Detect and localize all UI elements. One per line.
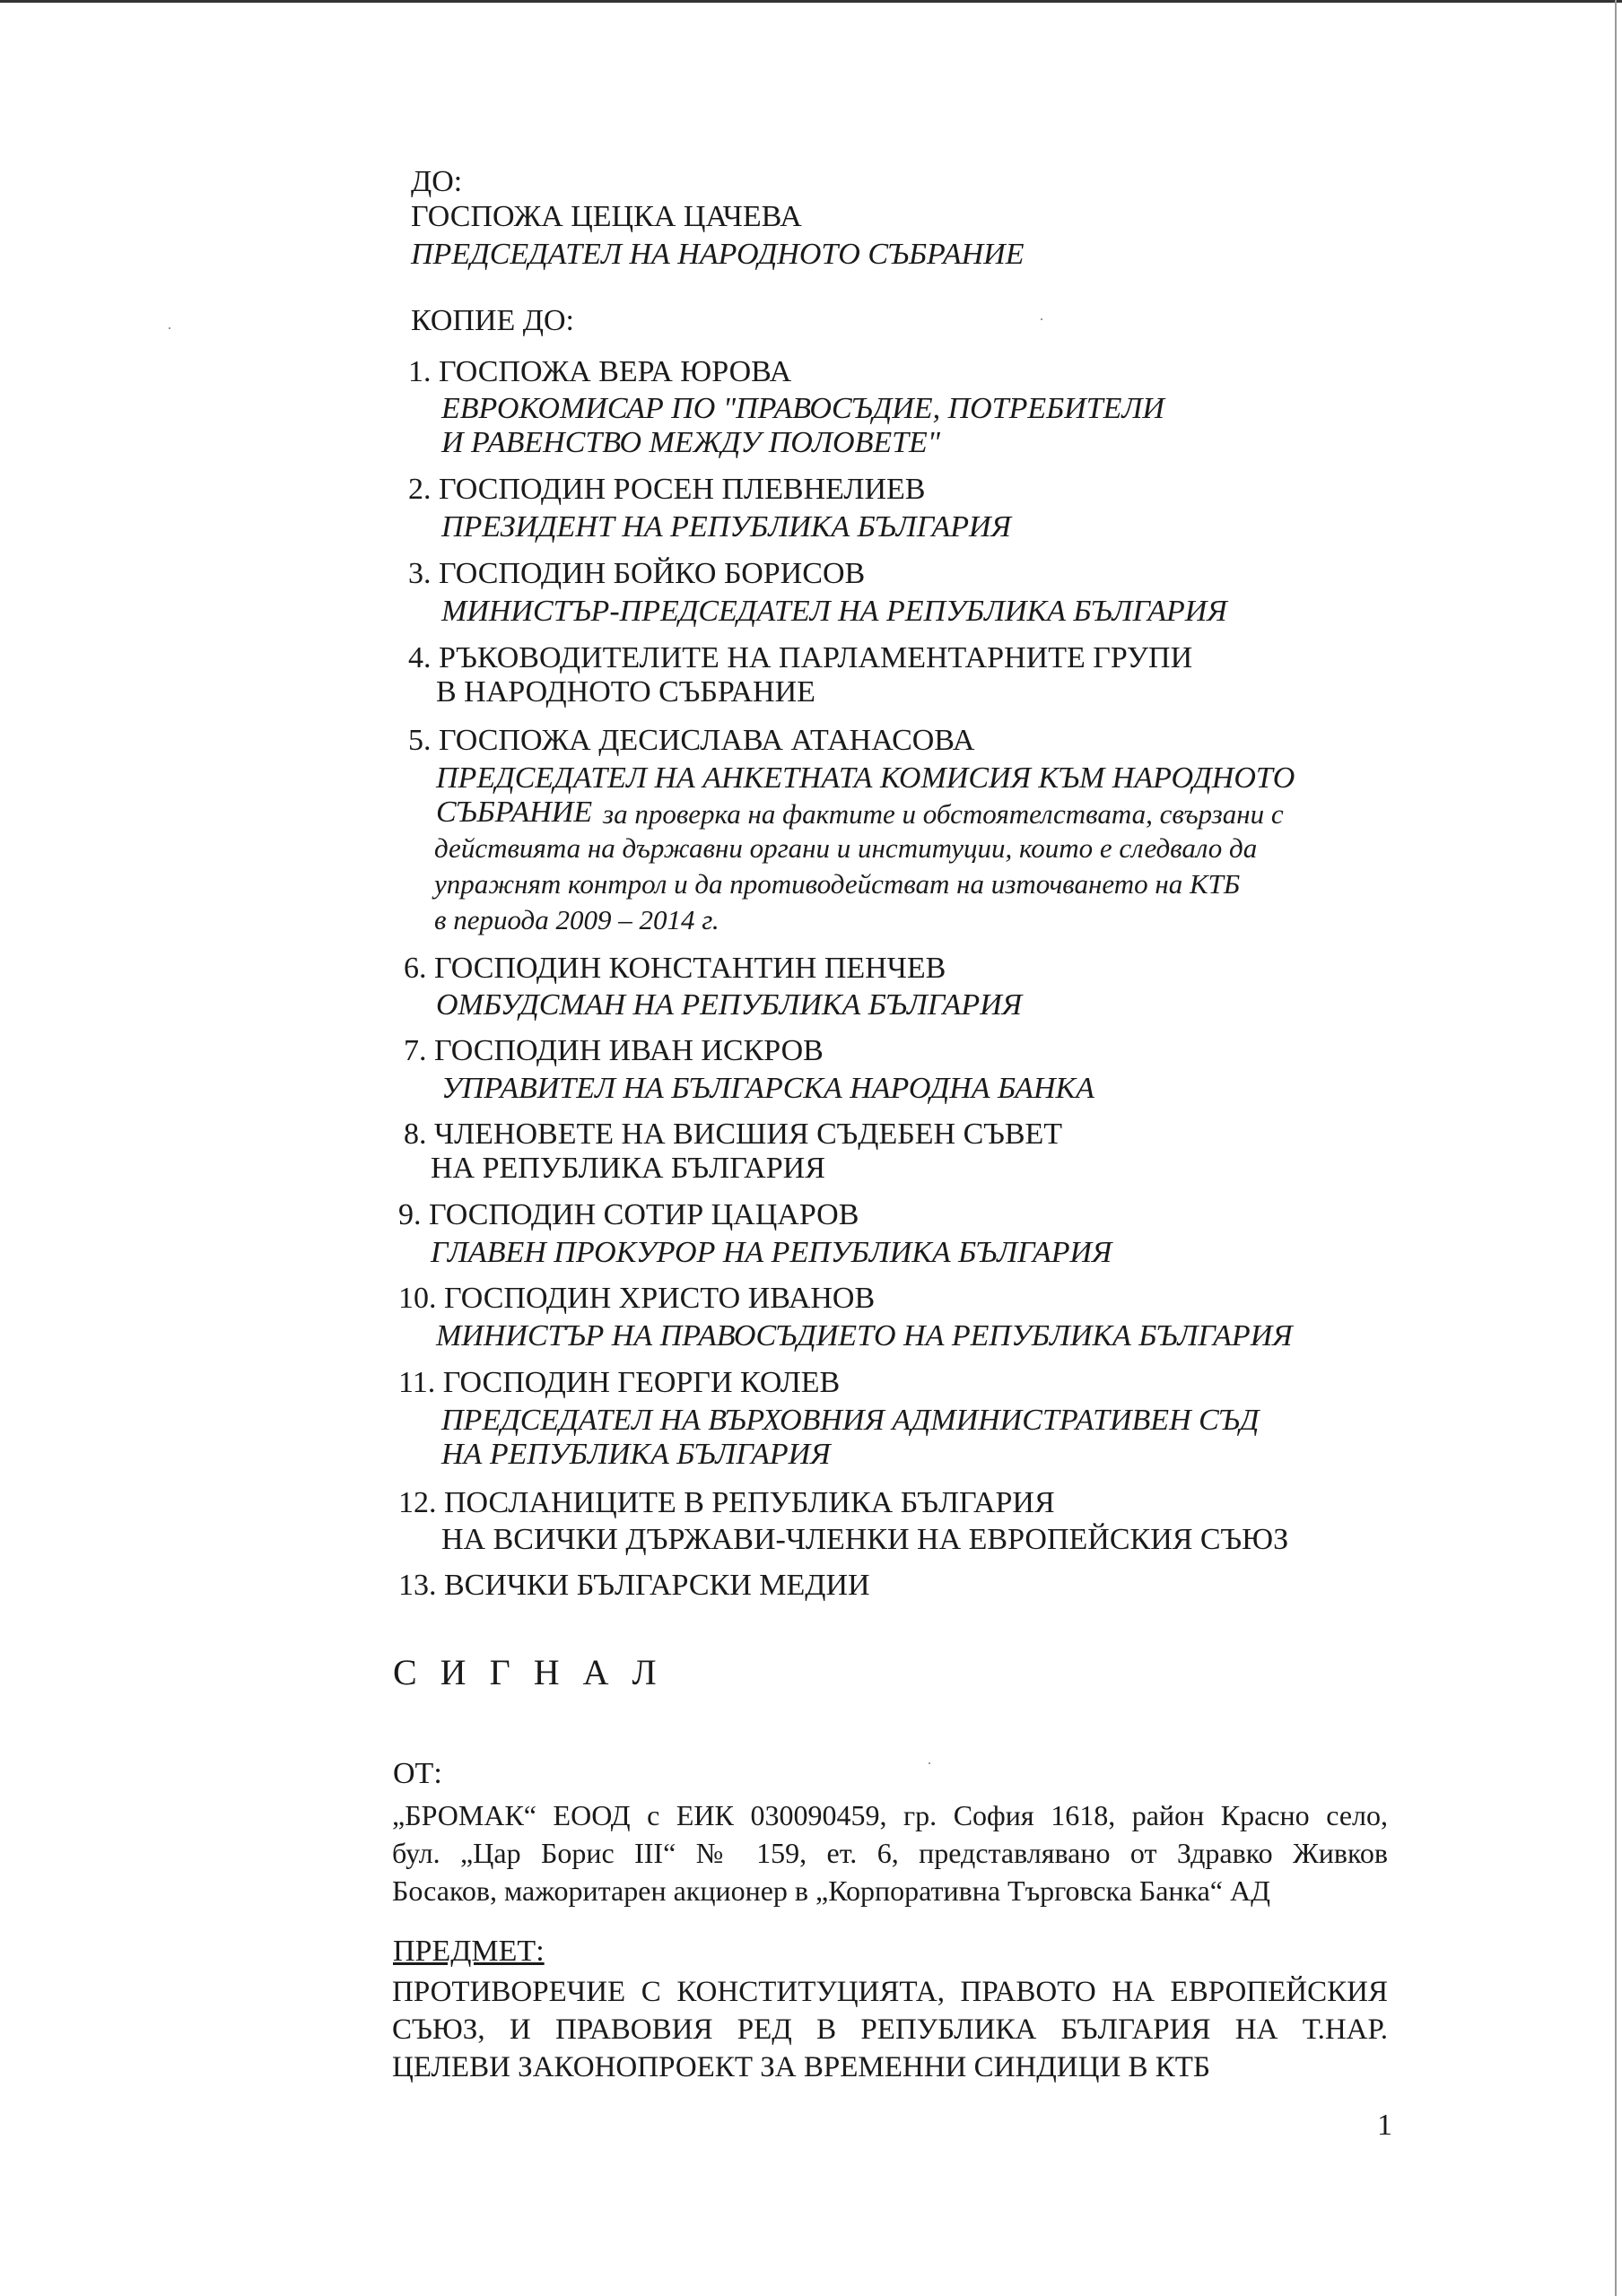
subject-line: ЦЕЛЕВИ ЗАКОНОПРОЕКТ ЗА ВРЕМЕННИ СИНДИЦИ В КТБ bbox=[392, 2051, 1210, 2083]
recipient-5-title: за проверка на фактите и обстоятелствата, свързани с bbox=[603, 798, 1284, 830]
recipient-2-name: 2. ГОСПОДИН РОСЕН ПЛЕВНЕЛИЕВ bbox=[408, 473, 926, 506]
signal-title: СИГНАЛ bbox=[393, 1652, 680, 1692]
recipient-11-title: ПРЕДСЕДАТЕЛ НА ВЪРХОВНИЯ АДМИНИСТРАТИВЕН СЪД bbox=[441, 1404, 1260, 1437]
recipient-9-title: ГЛАВЕН ПРОКУРОР НА РЕПУБЛИКА БЪЛГАРИЯ bbox=[431, 1236, 1112, 1269]
recipient-2-title: ПРЕЗИДЕНТ НА РЕПУБЛИКА БЪЛГАРИЯ bbox=[441, 510, 1011, 544]
subject-line: ПРОТИВОРЕЧИЕ С КОНСТИТУЦИЯТА, ПРАВОТО НА ЕВРОПЕЙСКИЯ bbox=[392, 1976, 1388, 2008]
recipient-10-name: 10. ГОСПОДИН ХРИСТО ИВАНОВ bbox=[398, 1282, 876, 1315]
recipient-5-title: упражнят контрол и да противодействат на източването на КТБ bbox=[434, 868, 1241, 900]
recipient-4-name: 4. РЪКОВОДИТЕЛИТЕ НА ПАРЛАМЕНТАРНИТЕ ГРУПИ bbox=[408, 641, 1193, 674]
from-line: бул. „Цар Борис III“ № 159, ет. 6, представлявано от Здравко Живков bbox=[392, 1837, 1388, 1869]
from-header: ОТ: bbox=[393, 1757, 442, 1790]
subject-header: ПРЕДМЕТ: bbox=[393, 1935, 545, 1968]
recipient-13-name: 13. ВСИЧКИ БЪЛГАРСКИ МЕДИИ bbox=[398, 1569, 870, 1602]
from-paragraph bbox=[392, 1796, 1388, 1909]
recipient-10-title: МИНИСТЪР НА ПРАВОСЪДИЕТО НА РЕПУБЛИКА БЪЛГАРИЯ bbox=[436, 1319, 1293, 1352]
page-number: 1 bbox=[1377, 2109, 1392, 2142]
recipient-3-title: МИНИСТЪР-ПРЕДСЕДАТЕЛ НА РЕПУБЛИКА БЪЛГАРИЯ bbox=[441, 595, 1227, 628]
from-line: „БРОМАК“ ЕООД с ЕИК 030090459, гр. София 1618, район Красно село, bbox=[392, 1799, 1388, 1831]
recipient-11-title: НА РЕПУБЛИКА БЪЛГАРИЯ bbox=[441, 1438, 831, 1471]
recipient-1-name: 1. ГОСПОЖА ВЕРА ЮРОВА bbox=[408, 355, 792, 388]
recipient-11-name: 11. ГОСПОДИН ГЕОРГИ КОЛЕВ bbox=[398, 1366, 841, 1399]
recipient-1-title: ЕВРОКОМИСАР ПО "ПРАВОСЪДИЕ, ПОТРЕБИТЕЛИ bbox=[441, 392, 1164, 425]
recipient-9-name: 9. ГОСПОДИН СОТИР ЦАЦАРОВ bbox=[398, 1198, 859, 1231]
scan-speck bbox=[1041, 318, 1042, 320]
recipient-4-name: В НАРОДНОТО СЪБРАНИЕ bbox=[436, 675, 815, 709]
recipient-5-name: 5. ГОСПОЖА ДЕСИСЛАВА АТАНАСОВА bbox=[408, 724, 975, 757]
to-header: ДО: bbox=[411, 165, 463, 198]
subject-line: СЪЮЗ, И ПРАВОВИЯ РЕД В РЕПУБЛИКА БЪЛГАРИЯ НА Т.НАР. bbox=[392, 2013, 1388, 2046]
scan-top-edge bbox=[0, 0, 1622, 3]
subject-paragraph bbox=[392, 1973, 1388, 2086]
copies-header: КОПИЕ ДО: bbox=[411, 304, 574, 337]
recipient-3-name: 3. ГОСПОДИН БОЙКО БОРИСОВ bbox=[408, 557, 866, 590]
scan-right-edge bbox=[1615, 0, 1617, 2296]
recipient-8-name: 8. ЧЛЕНОВЕТЕ НА ВИСШИЯ СЪДЕБЕН СЪВЕТ bbox=[404, 1118, 1063, 1151]
recipient-5-title: действията на държавни органи и институции, които е следвало да bbox=[434, 832, 1258, 864]
recipient-8-name: НА РЕПУБЛИКА БЪЛГАРИЯ bbox=[431, 1152, 825, 1185]
scan-speck bbox=[929, 1762, 930, 1764]
recipient-6-name: 6. ГОСПОДИН КОНСТАНТИН ПЕНЧЕВ bbox=[404, 952, 946, 985]
recipient-5-title: ПРЕДСЕДАТЕЛ НА АНКЕТНАТА КОМИСИЯ КЪМ НАРОДНОТО bbox=[436, 761, 1295, 795]
recipient-12-name: 12. ПОСЛАНИЦИТЕ В РЕПУБЛИКА БЪЛГАРИЯ bbox=[398, 1486, 1055, 1519]
recipient-6-title: ОМБУДСМАН НА РЕПУБЛИКА БЪЛГАРИЯ bbox=[436, 988, 1023, 1022]
from-line: Босаков, мажоритарен акционер в „Корпоративна Търговска Банка“ АД bbox=[392, 1874, 1270, 1907]
recipient-5-title: СЪБРАНИЕ bbox=[436, 796, 593, 829]
recipient-1-title: И РАВЕНСТВО МЕЖДУ ПОЛОВЕТЕ" bbox=[441, 426, 941, 459]
recipient-12-name: НА ВСИЧКИ ДЪРЖАВИ-ЧЛЕНКИ НА ЕВРОПЕЙСКИЯ СЪЮЗ bbox=[441, 1523, 1289, 1556]
to-name: ГОСПОЖА ЦЕЦКА ЦАЧЕВА bbox=[411, 200, 802, 233]
scan-speck bbox=[169, 327, 170, 329]
recipient-5-title: в периода 2009 – 2014 г. bbox=[434, 904, 719, 935]
recipient-7-name: 7. ГОСПОДИН ИВАН ИСКРОВ bbox=[404, 1034, 824, 1067]
recipient-7-title: УПРАВИТЕЛ НА БЪЛГАРСКА НАРОДНА БАНКА bbox=[441, 1072, 1094, 1105]
to-title: ПРЕДСЕДАТЕЛ НА НАРОДНОТО СЪБРАНИЕ bbox=[411, 238, 1025, 271]
